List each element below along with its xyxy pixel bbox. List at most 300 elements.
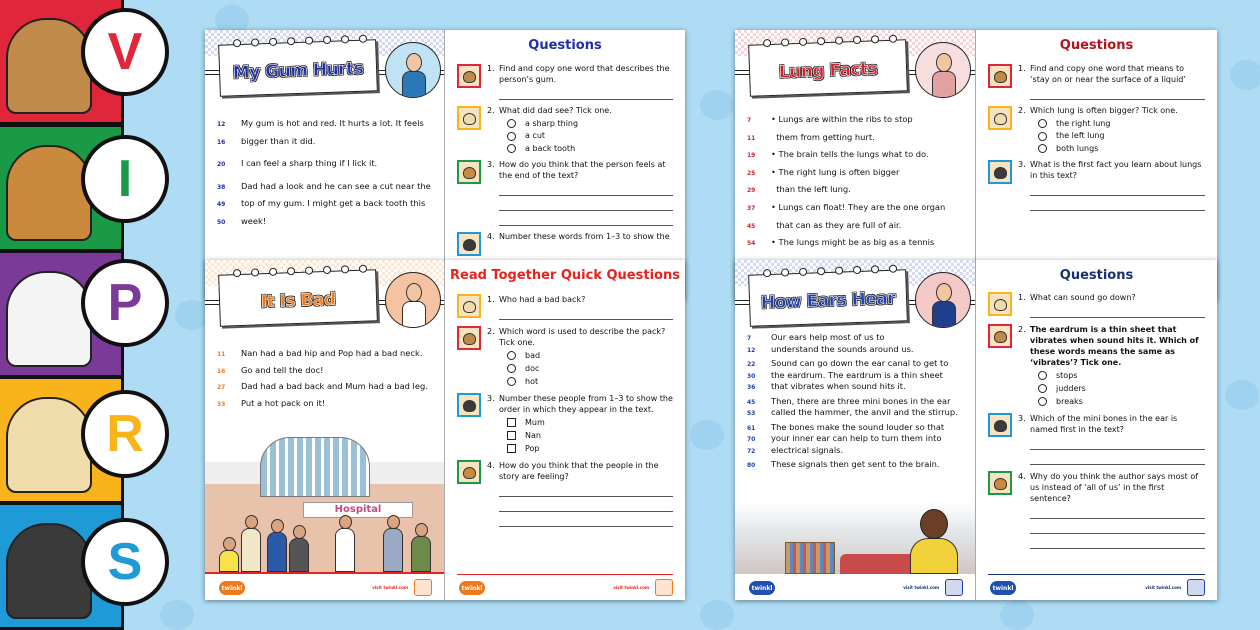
text-line [747,332,969,344]
question [457,160,673,226]
questions-list [988,64,1205,217]
word-count: 37 [747,204,756,212]
person-illustration [411,536,431,572]
radio-button[interactable] [507,144,516,153]
binder-ring-icon [871,265,879,273]
option-label: Mum [525,418,545,427]
person-illustration [335,528,355,572]
text-line [217,136,438,154]
word-count: 33 [217,400,226,408]
vocabulary-dog-icon [457,326,481,350]
dog-face [463,333,476,345]
twinkl-logo: twinkl [219,581,245,595]
character-head [406,53,422,72]
question [457,232,673,256]
option-label: doc [525,364,540,373]
question-text: Why do you think the author says most of us instead of ‘all of us’ in the first sentence? [1030,472,1199,503]
paw-print-icon [1000,600,1034,630]
page-title: It Is Bad [260,289,336,313]
text-line [747,149,969,167]
paragraph [747,114,969,255]
page-title: How Ears Hear [760,288,896,314]
twinkl-logo: twinkl [990,581,1016,595]
question-text: Find and copy one word that means to ‘stay on or near the surface of a liquid’ [1030,64,1186,84]
answer-line[interactable] [499,196,673,211]
radio-option[interactable] [1038,119,1205,130]
question-text: Which of the mini bones in the ear is named first in the text? [1030,414,1178,434]
word-count: 30 [747,372,756,380]
title-banner [218,39,378,96]
option-label: stops [1056,371,1078,380]
radio-option[interactable] [1038,383,1205,394]
vocabulary-dog-icon [457,64,481,88]
line-text: The bones make the sound louder so that [771,421,945,432]
radio-button[interactable] [1038,119,1047,128]
radio-option[interactable] [507,131,673,142]
answer-line[interactable] [1030,303,1205,318]
dog-face [463,400,476,412]
footer-url: visit twinkl.com [613,585,649,590]
text-line [217,381,438,398]
answer-line[interactable] [1030,519,1205,534]
footer-url: visit twinkl.com [1145,585,1181,590]
text-line [747,433,969,445]
radio-button[interactable] [1038,397,1047,406]
paragraph [747,396,969,419]
dog-face [463,301,476,313]
inference-dog-icon [457,160,481,184]
bookshelf-illustration [785,542,835,574]
answer-line[interactable] [1030,181,1205,196]
radio-option[interactable] [507,144,673,155]
line-text: Our ears help most of us to [771,332,885,342]
question-number: 3. [1018,414,1026,423]
paw-print-icon [160,600,194,630]
binder-ring-icon [233,269,241,277]
page-title: Lung Facts [778,59,878,83]
dog-character-icon [6,523,92,619]
binder-ring-icon [835,36,843,44]
checkbox[interactable] [507,444,516,453]
quality-badge-icon [414,579,432,596]
radio-option[interactable] [507,376,673,387]
text-line [747,344,969,356]
question [457,326,673,387]
worksheet-how-ears-hear [735,260,1217,600]
character-illustration [915,272,971,328]
option-label: a sharp thing [525,118,579,128]
line-text: your inner ear can help to turn them into [771,433,942,443]
line-text: called the hammer, the anvil and the stirrup. [771,407,958,417]
text-line [217,216,438,234]
character-head [406,283,422,302]
radio-option[interactable] [1038,370,1205,381]
binder-ring-icon [853,266,861,274]
binder-ring-icon [251,38,259,46]
paragraph [747,459,969,471]
question [988,292,1205,318]
word-count: 19 [747,152,756,160]
answer-line[interactable] [1030,435,1205,450]
reading-page [205,260,445,600]
text-line [217,398,438,415]
word-count: 25 [747,169,756,177]
question-number: 2. [1018,325,1026,334]
question-body [1030,413,1205,465]
word-count: 54 [747,240,756,248]
answer-line[interactable] [499,181,673,196]
text-line [747,422,969,434]
radio-option[interactable] [1038,396,1205,407]
sequencing-dog-icon [988,413,1012,437]
viper-letter-s: S [81,518,169,606]
line-text: Dad had a look and he can see a cut near the [241,180,431,191]
character-head [936,283,952,302]
question-number: 4. [487,232,495,241]
question [457,460,673,527]
question-body [1030,106,1205,154]
dog-face [994,420,1007,432]
binder-ring-icon [781,38,789,46]
option-label: breaks [1056,397,1083,406]
question-text: What is the first fact you learn about lungs in this text? [1030,160,1202,180]
person-illustration [219,550,239,572]
questions-list [457,64,673,262]
viper-letter-r: R [81,390,169,478]
question [988,471,1205,549]
question-text: Who had a bad back? [499,295,586,304]
inference-dog-icon [457,460,481,484]
questions-list [457,294,673,533]
line-text: • The right lung is often bigger [771,166,900,177]
text-line [747,184,969,202]
word-count: 16 [217,367,226,375]
line-text: them from getting hurt. [771,131,875,142]
binder-ring-icon [835,266,843,274]
option-label: judders [1056,384,1086,393]
text-line [747,445,969,457]
vocabulary-dog-icon [988,64,1012,88]
question-text: Find and copy one word that describes the person’s gum. [499,64,670,84]
answer-line[interactable] [499,211,673,226]
radio-option[interactable] [507,119,673,130]
dog-face [463,467,476,479]
question-number: 4. [487,461,495,470]
page-footer [976,574,1217,600]
viper-letter-p: P [81,259,169,347]
question-body [499,393,673,454]
answer-line[interactable] [1030,85,1205,100]
reading-text [217,348,438,414]
question-body [499,64,673,100]
question-body [499,106,673,154]
answer-line[interactable] [499,305,673,320]
word-count: 38 [217,183,226,191]
question-body [1030,471,1205,549]
text-line [747,396,969,408]
option-label: Nan [525,431,541,440]
person-head [293,525,306,539]
sequencing-dog-icon [457,232,481,256]
option-label: the left lung [1056,131,1105,140]
line-text: My gum is hot and red. It hurts a lot. It feels [241,118,424,128]
text-line [217,118,438,136]
inference-dog-icon [988,471,1012,495]
checkbox-option[interactable] [507,430,673,441]
checkbox-option[interactable] [507,417,673,428]
word-count: 45 [747,222,756,230]
question [457,64,673,100]
question-number: 3. [487,160,495,169]
questions-page [445,260,685,600]
binder-ring-icon [287,267,295,275]
answer-line[interactable] [499,512,673,527]
binder-ring-icon [871,35,879,43]
text-line [747,167,969,185]
text-line [217,348,438,365]
radio-button[interactable] [1038,144,1047,153]
question-number: 2. [487,106,495,115]
option-label: Pop [525,444,540,453]
question-text: How do you think that the person feels at the end of the text? [499,160,666,180]
retrieval-dog-icon [457,106,481,130]
question-body [499,160,673,226]
word-count: 7 [747,117,752,124]
answer-line[interactable] [1030,534,1205,549]
text-line [747,220,969,238]
answer-line[interactable] [1030,504,1205,519]
binder-ring-icon [269,38,277,46]
dog-face [994,113,1007,125]
quality-badge-icon [945,579,963,596]
word-count: 16 [217,138,226,146]
radio-button[interactable] [507,119,516,128]
checkbox[interactable] [507,418,516,427]
word-count: 49 [217,201,226,208]
line-text: These signals then get sent to the brain. [771,459,940,469]
radio-button[interactable] [507,351,516,360]
character-body [402,71,426,98]
option-label: a cut [525,131,546,140]
binder-ring-icon [341,265,349,273]
question-text: Number these people from 1–3 to show the order in which they appear in the text. [499,394,673,414]
radio-option[interactable] [507,350,673,361]
binder-ring-icon [781,268,789,276]
retrieval-dog-icon [457,294,481,318]
question [988,160,1205,211]
questions-heading: Questions [1059,268,1134,283]
binder-ring-icon [269,268,277,276]
word-count: 27 [217,384,226,391]
text-line [217,365,438,382]
questions-heading: Questions [1059,38,1134,53]
binder-ring-icon [799,268,807,276]
question-body [499,294,673,320]
person-head [415,523,428,537]
answer-line[interactable] [499,85,673,100]
question-number: 4. [1018,472,1026,481]
person-illustration [289,538,309,572]
viper-letter-i: I [81,135,169,223]
line-text: the eardrum. The eardrum is a thin sheet [771,369,943,380]
line-text: • The brain tells the lungs what to do. [771,149,929,160]
text-line [747,202,969,220]
word-count: 53 [747,410,756,417]
question-body [1030,64,1205,100]
text-line [747,132,969,150]
text-line [747,114,969,132]
option-label: bad [525,351,541,360]
dog-character-icon [6,397,92,493]
paragraph [217,118,438,153]
character-head [936,53,952,72]
dog-face [463,167,476,179]
footer-url: visit twinkl.com [903,585,939,590]
vocabulary-dog-icon [988,324,1012,348]
question-number: 1. [1018,64,1026,73]
line-text: electrical signals. [771,444,844,455]
question-body [1030,324,1205,407]
binder-ring-icon [817,37,825,45]
person-illustration [383,528,403,572]
question-text: The eardrum is a thin sheet that vibrates when sound hits it. Which of these words means the same as ‘vibrates’? Tick one. [1030,325,1199,367]
question-text: What can sound go down? [1030,293,1136,302]
question-text: Which word is used to describe the pack? Tick one. [499,327,666,347]
binder-ring-icon [341,35,349,43]
boy-head [920,509,948,539]
answer-line[interactable] [1030,196,1205,211]
person-head [223,537,236,551]
radio-button[interactable] [1038,384,1047,393]
word-count: 12 [747,346,756,354]
dog-face [463,239,476,251]
checkbox[interactable] [507,431,516,440]
answer-line[interactable] [499,497,673,512]
radio-option[interactable] [1038,131,1205,142]
person-head [387,515,400,529]
line-text: Go and tell the doc! [241,364,324,375]
hospital-sign: Hospital [303,502,413,518]
dog-face [994,331,1007,343]
question [457,294,673,320]
radio-option[interactable] [507,363,673,374]
word-count: 20 [217,161,226,168]
text-line [747,407,969,419]
answer-line[interactable] [499,482,673,497]
question [457,393,673,454]
word-count: 29 [747,187,756,195]
page-footer [205,574,444,600]
word-count: 11 [217,351,226,358]
twinkl-logo: twinkl [749,581,775,595]
line-text: Sound can go down the ear canal to get to [771,358,949,368]
line-text: that vibrates when sound hits it. [771,381,906,391]
paw-print-icon [700,600,734,630]
reading-text [747,332,969,471]
scene-illustration [735,502,975,574]
text-line [217,181,438,199]
boy-illustration [910,538,958,574]
hospital-tower [260,437,370,497]
binder-ring-icon [889,265,897,273]
person-head [339,515,352,529]
dog-face [994,478,1007,490]
radio-button[interactable] [507,132,516,141]
line-text: • Lungs are within the ribs to stop [771,114,913,124]
word-count: 11 [747,134,756,142]
option-label: the right lung [1056,118,1111,128]
title-banner [218,269,378,326]
text-line [217,158,438,176]
word-count: 7 [747,335,752,342]
line-text: Put a hot pack on it! [241,397,326,408]
line-text: than the left lung. [771,184,851,195]
question [988,324,1205,407]
binder-ring-icon [817,267,825,275]
binder-ring-icon [251,268,259,276]
footer-rule [457,574,673,575]
paragraph [217,181,438,234]
footer-url: visit twinkl.com [372,585,408,590]
character-illustration [385,42,441,98]
question-text: Which lung is often bigger? Tick one. [1030,106,1178,115]
question-body [499,460,673,527]
radio-option[interactable] [1038,144,1205,155]
questions-page [976,260,1217,600]
radio-button[interactable] [507,364,516,373]
word-count: 50 [217,218,226,226]
twinkl-logo: twinkl [459,581,485,595]
quality-badge-icon [1187,579,1205,596]
checkbox-option[interactable] [507,443,673,454]
line-text: understand the sounds around us. [771,343,914,354]
question-text: How do you think that the people in the story are feeling? [499,461,659,481]
word-count: 61 [747,424,756,432]
binder-ring-icon [305,266,313,274]
text-line [747,358,969,370]
dog-character-icon [6,271,92,367]
binder-ring-icon [763,269,771,277]
question-body [499,326,673,387]
paragraph [217,348,438,414]
text-line [747,381,969,393]
question [988,64,1205,100]
answer-line[interactable] [1030,450,1205,465]
question-number: 3. [487,394,495,403]
radio-button[interactable] [507,377,516,386]
word-count: 80 [747,462,756,469]
sequencing-dog-icon [988,160,1012,184]
text-line [747,370,969,382]
scene-illustration [205,439,444,574]
question-body [1030,292,1205,318]
question [457,106,673,154]
question [988,106,1205,154]
radio-button[interactable] [1038,371,1047,380]
binder-ring-icon [359,35,367,43]
word-count: 72 [747,447,756,455]
line-text: Then, there are three mini bones in the ear [771,395,951,406]
question-number: 3. [1018,160,1026,169]
line-text: that can as they are full of air. [771,219,902,230]
radio-button[interactable] [1038,132,1047,141]
paragraph [747,358,969,393]
retrieval-dog-icon [988,106,1012,130]
binder-ring-icon [889,35,897,43]
binder-ring-icon [323,266,331,274]
footer-rule [988,574,1205,575]
question-text: What did dad see? Tick one. [499,106,612,115]
